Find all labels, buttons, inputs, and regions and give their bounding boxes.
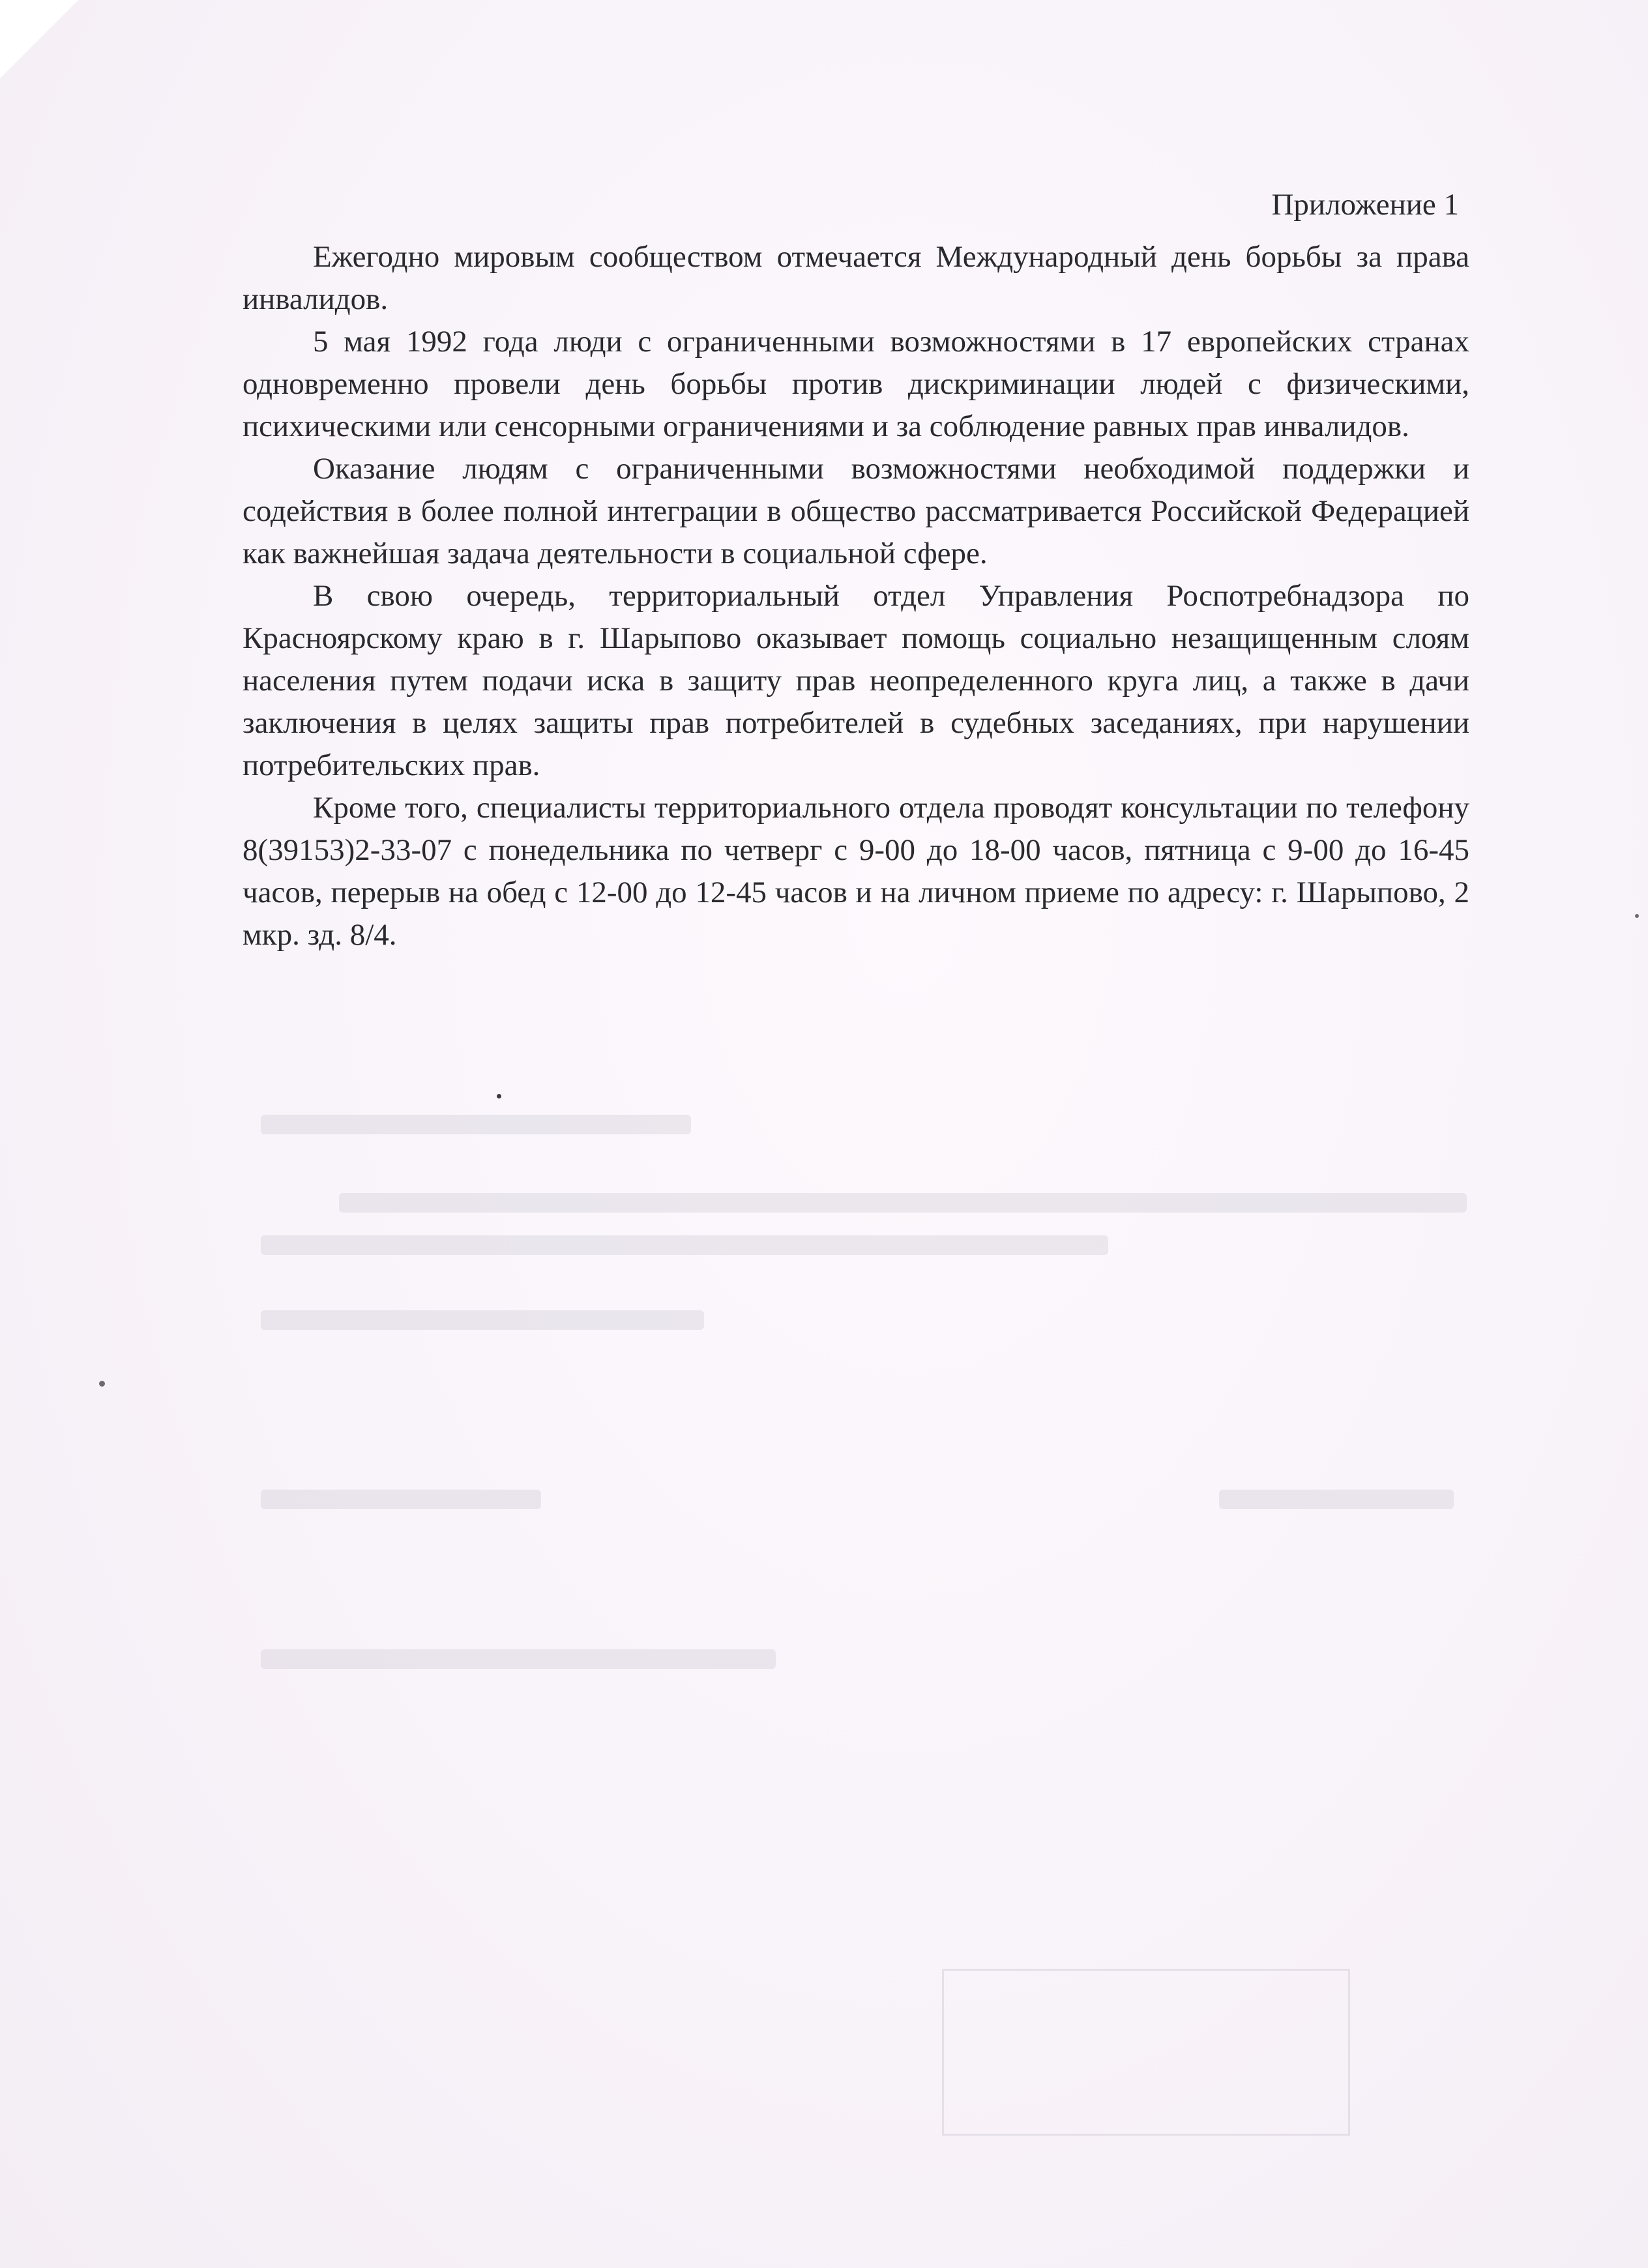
paragraph-1: Ежегодно мировым сообществом отмечается Международный день борьбы за права инвалидов. bbox=[243, 240, 1469, 316]
bleed-through-line bbox=[261, 1235, 1108, 1255]
bleed-through-line bbox=[339, 1193, 1467, 1213]
bleed-through-line bbox=[1219, 1490, 1454, 1509]
paragraph-3: Оказание людям с ограниченными возможностями необходимой поддержки и содействия в более полной интеграции в общество рассматривается Российской Федерацией как важнейшая задача деятельности в социальной сфере. bbox=[243, 452, 1469, 570]
paragraph-2: 5 мая 1992 года люди с ограниченными возможностями в 17 европейских странах одновременно провели день борьбы против дискриминации людей с физическими, психическими или сенсорными ограничениями и за соблюдение равных прав инвалидов. bbox=[243, 325, 1469, 443]
body-text bbox=[243, 236, 1469, 956]
paragraph-5: Кроме того, специалисты территориального отдела проводят консультации по телефону 8(39153)2-33-07 с понедельника по четверг с 9-00 до 18-00 часов, пятница с 9-00 до 16-45 часов, перерыв на обед с 12-00 до 12-45 часов и на личном приеме по адресу: г. Шарыпово, 2 мкр. зд. 8/4. bbox=[243, 791, 1469, 952]
ink-speck bbox=[497, 1094, 501, 1098]
ink-speck bbox=[1635, 914, 1639, 918]
bleed-through-line bbox=[261, 1649, 776, 1669]
folded-corner bbox=[0, 0, 78, 78]
bleed-through-line bbox=[261, 1310, 704, 1330]
bleed-through-stamp bbox=[942, 1969, 1350, 2136]
ink-speck bbox=[99, 1381, 105, 1387]
paragraph-4: В свою очередь, территориальный отдел Управления Роспотребнадзора по Красноярскому краю в г. Шарыпово оказывает помощь социально незащищенным слоям населения путем подачи иска в защиту прав неопределенного круга лиц, а также в дачи заключения в целях защиты прав потребителей в судебных заседаниях, при нарушении потребительских прав. bbox=[243, 579, 1469, 782]
bleed-through-line bbox=[261, 1490, 541, 1509]
bleed-through-line bbox=[261, 1115, 691, 1134]
appendix-label: Приложение 1 bbox=[1271, 188, 1459, 222]
